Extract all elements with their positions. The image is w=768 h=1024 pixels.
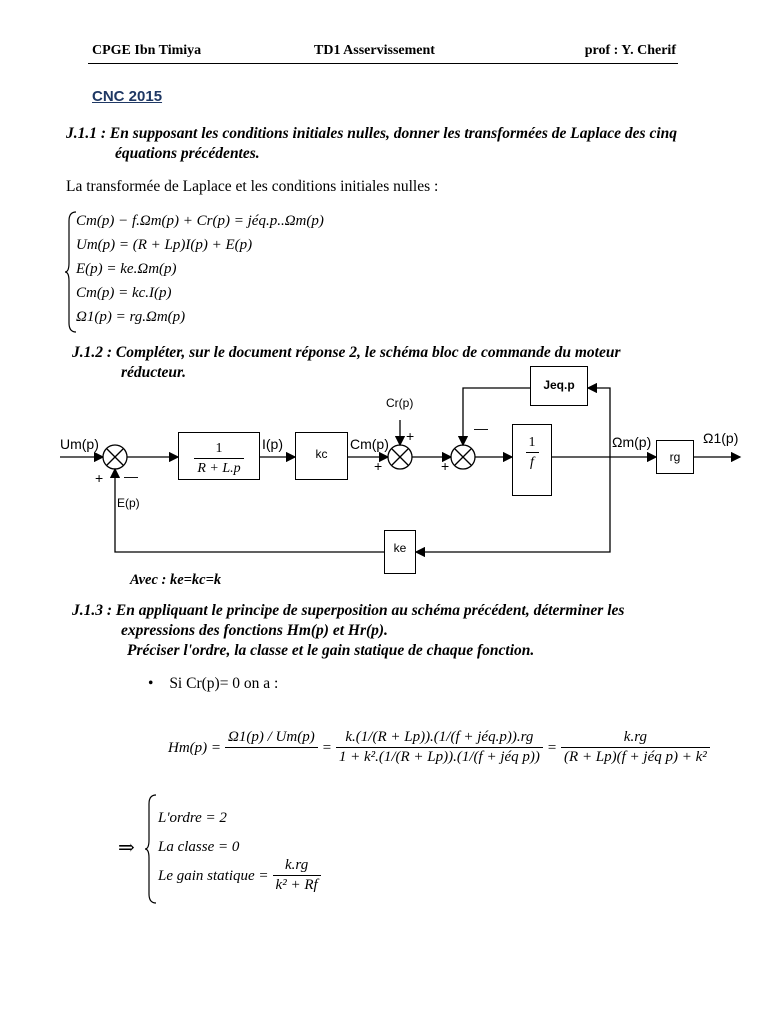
signal-i: I(p) [262, 436, 283, 452]
question-label: J.1.2 : [72, 344, 113, 361]
sign-minus: — [124, 468, 138, 484]
bullet-icon: • [148, 675, 154, 692]
hm-ratio: Ω1(p) / Um(p) [225, 728, 318, 748]
result-class: La classe = 0 [158, 839, 240, 855]
question-j13 [72, 601, 762, 661]
block-denominator: f [530, 455, 534, 470]
bullet-item [148, 675, 278, 693]
constants-note: Avec : ke=kc=k [130, 572, 222, 588]
results-block [118, 792, 438, 907]
equation-line: Cm(p) = kc.I(p) [76, 285, 172, 301]
sign-plus: + [95, 470, 104, 486]
header-teacher: prof : Y. Cherif [584, 43, 676, 58]
equation-line: Cm(p) − f.Ωm(p) + Cr(p) = jéq.p..Ωm(p) [76, 213, 324, 229]
gain-block-ke: ke [384, 530, 416, 574]
question-label: J.1.1 : [66, 125, 107, 142]
question-text: Compléter, sur le document réponse 2, le schéma bloc de commande du moteur [115, 344, 621, 361]
question-text-cont: équations précédentes. [115, 145, 260, 162]
block-numerator: 1 [194, 439, 243, 459]
hm-rhs-denominator: (R + Lp)(f + jéq p) + k² [564, 749, 707, 765]
hm-mid-numerator: k.(1/(R + Lp)).(1/(f + jéq.p)).rg [336, 728, 543, 748]
signal-omega-1: Ω1(p) [703, 430, 739, 446]
signal-e: E(p) [117, 496, 140, 510]
question-text-cont: expressions des fonctions Hm(p) et Hr(p). [121, 622, 388, 639]
sign-plus: + [441, 458, 450, 474]
header-school: CPGE Ibn Timiya [92, 43, 202, 58]
intro-text: La transformée de Laplace et les conditions initiales nulles : [66, 178, 439, 195]
equation-line: Ω1(p) = rg.Ωm(p) [76, 309, 186, 325]
hm-lhs: Hm(p) = [168, 739, 222, 756]
block-denominator: R + L.p [197, 461, 241, 476]
equation-line: E(p) = ke.Ωm(p) [76, 261, 177, 277]
curly-brace-icon [144, 794, 158, 904]
implies-icon: ⇒ [118, 837, 135, 859]
signal-cm: Cm(p) [350, 436, 389, 452]
signal-um: Um(p) [60, 436, 99, 452]
gain-denominator: k² + Rf [275, 877, 318, 893]
bullet-text: Si Cr(p)= 0 on a : [169, 675, 279, 692]
gain-block-rg: rg [656, 440, 694, 474]
result-gain [158, 856, 321, 895]
feedback-block-jeq: Jeq.p [530, 366, 588, 406]
question-text: En appliquant le principe de superposition au schéma précédent, déterminer les [115, 602, 625, 619]
block-numerator: 1 [526, 433, 539, 453]
hm-rhs-numerator: k.rg [561, 728, 710, 748]
question-text: En supposant les conditions initiales nulles, donner les transformées de Laplace des cinq [109, 125, 678, 142]
header-course: TD1 Asservissement [314, 43, 435, 58]
sign-minus: — [474, 420, 488, 436]
question-text-cont: réducteur. [121, 364, 187, 381]
gain-label: Le gain statique = [158, 867, 269, 884]
block-diagram [0, 360, 768, 580]
gain-block-kc: kc [295, 432, 348, 480]
section-title: CNC 2015 [92, 88, 163, 105]
sign-plus: + [406, 428, 415, 444]
question-j11 [66, 124, 746, 164]
transfer-block-electrical [178, 432, 260, 480]
hm-mid-denominator: 1 + k².(1/(R + Lp)).(1/(f + jéq p)) [338, 749, 540, 765]
signal-omega-m: Ωm(p) [612, 434, 652, 450]
result-order: L'ordre = 2 [158, 810, 227, 826]
gain-numerator: k.rg [273, 856, 321, 876]
question-label: J.1.3 : [72, 602, 113, 619]
sign-plus: + [374, 458, 383, 474]
hm-formula: Hm(p) = Ω1(p) / Um(p) = $\frac{\text{k.(1/(R + Lp)).(1/(f + jéq.p)).rg}}{\text{1 + k².(1/(R + Lp)).(1/(f + jéq p))}}$ = $\frac{k.rg}{\text{(R + Lp)(f + jéq p) + k²}}$ [168, 700, 710, 795]
transfer-block-mechanical [512, 424, 552, 496]
question-text-cont: Préciser l'ordre, la classe et le gain statique de chaque fonction. [127, 642, 535, 659]
page-header [88, 43, 678, 64]
equation-line: Um(p) = (R + Lp)I(p) + E(p) [76, 237, 253, 253]
signal-cr: Cr(p) [386, 396, 414, 410]
